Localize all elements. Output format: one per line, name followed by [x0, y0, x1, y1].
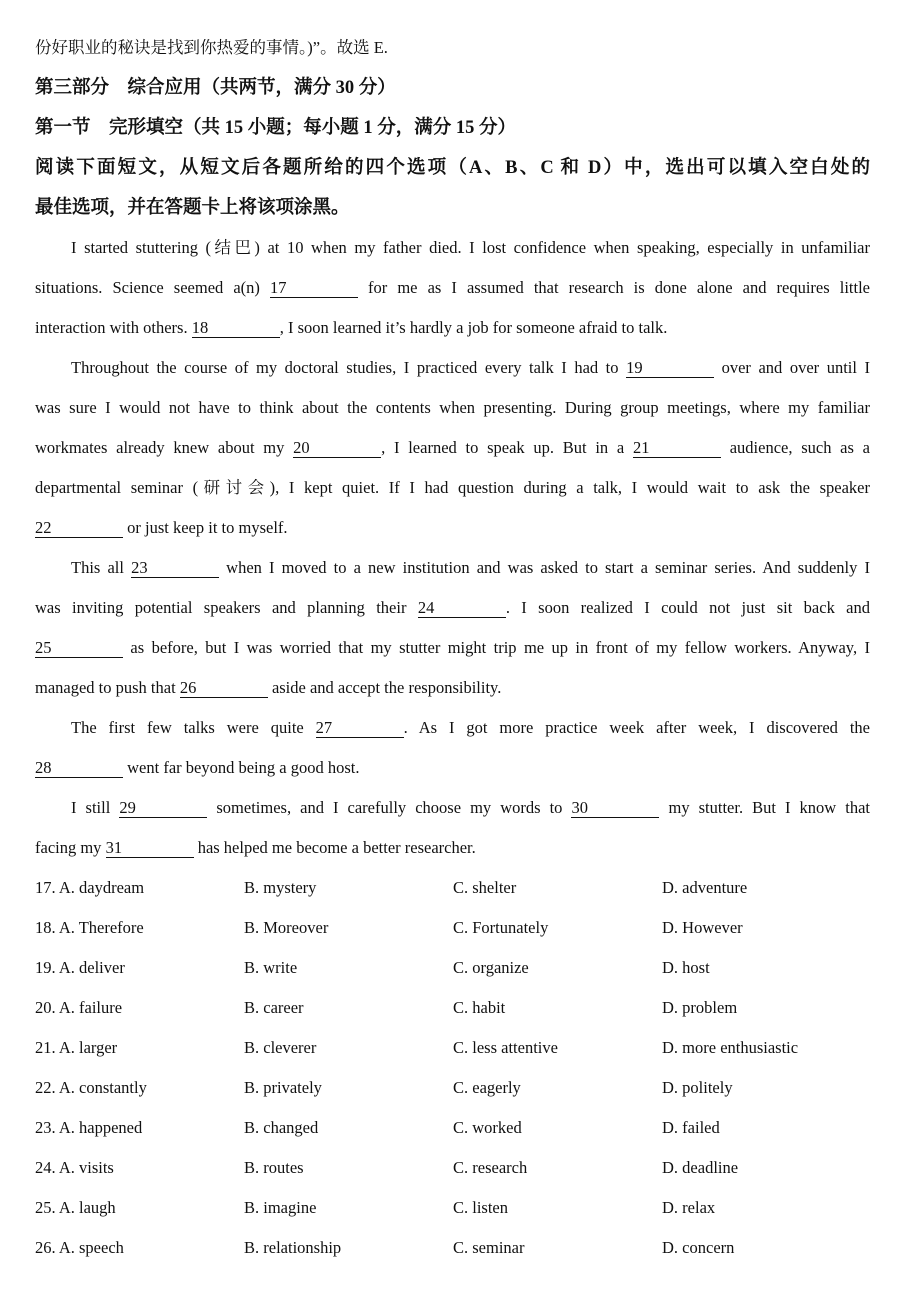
blank-31[interactable]: 31: [106, 839, 194, 858]
option-c[interactable]: C. Fortunately: [453, 918, 549, 937]
option-c[interactable]: C. organize: [453, 958, 529, 977]
option-b[interactable]: B. routes: [244, 1158, 304, 1177]
text-run: when I moved to a new institution and was asked to start a seminar series. And suddenly I: [219, 558, 870, 577]
option-b[interactable]: B. mystery: [244, 878, 317, 897]
option-a[interactable]: 22. A. constantly: [35, 1078, 147, 1097]
question-23-options: [35, 1108, 870, 1148]
text-run: , I learned to speak up. But in a: [381, 438, 633, 457]
text-run: , I soon learned it’s hardly a job for someone afraid to talk.: [279, 318, 668, 337]
option-b[interactable]: B. career: [244, 998, 304, 1017]
option-b[interactable]: B. write: [244, 958, 298, 977]
text-run: departmental seminar (研讨会), I kept quiet. If I had question during a talk, I would wait to ask the speaker: [35, 478, 870, 497]
option-c[interactable]: C. habit: [453, 998, 506, 1017]
text-run: interaction with others.: [35, 318, 192, 337]
passage: [35, 228, 870, 868]
option-d[interactable]: D. relax: [662, 1198, 716, 1217]
paragraph-3-line-1: [35, 548, 870, 588]
text-run: has helped me become a better researcher.: [193, 838, 476, 857]
option-d[interactable]: D. failed: [662, 1118, 720, 1137]
section-heading: 第一节 完形填空（共 15 小题；每小题 1 分，满分 15 分）: [35, 118, 517, 138]
blank-19[interactable]: 19: [626, 359, 714, 378]
option-c[interactable]: C. listen: [453, 1198, 509, 1217]
paragraph-1-line-1: [35, 228, 870, 268]
question-24-options: [35, 1148, 870, 1188]
blank-20[interactable]: 20: [293, 439, 381, 458]
paragraph-3-line-4: [35, 668, 870, 708]
text-run: Throughout the course of my doctoral studies, I practiced every talk I had to: [71, 358, 627, 377]
text-run: aside and accept the responsibility.: [267, 678, 502, 697]
option-b[interactable]: B. changed: [244, 1118, 319, 1137]
option-b[interactable]: B. cleverer: [244, 1038, 317, 1057]
option-a[interactable]: 23. A. happened: [35, 1118, 143, 1137]
option-a[interactable]: 26. A. speech: [35, 1238, 124, 1257]
text-run: sometimes, and I carefully choose my words to: [207, 798, 572, 817]
question-22-options: [35, 1068, 870, 1108]
paragraph-2-line-5: [35, 508, 870, 548]
paragraph-2-line-3: [35, 428, 870, 468]
paragraph-4-line-1: [35, 708, 870, 748]
option-d[interactable]: D. more enthusiastic: [662, 1038, 799, 1057]
text-run: or just keep it to myself.: [123, 518, 288, 537]
paragraph-4-line-2: [35, 748, 870, 788]
text-run: workmates already knew about my: [35, 438, 294, 457]
question-19-options: [35, 948, 870, 988]
paragraph-1-line-2: [35, 268, 870, 308]
blank-27[interactable]: 27: [316, 719, 404, 738]
options-list: [35, 868, 870, 1268]
text-run: facing my: [35, 838, 106, 857]
blank-24[interactable]: 24: [418, 599, 506, 618]
blank-22[interactable]: 22: [35, 519, 123, 538]
option-a[interactable]: 18. A. Therefore: [35, 918, 144, 937]
option-a[interactable]: 24. A. visits: [35, 1158, 114, 1177]
text-run: This all: [71, 558, 132, 577]
option-d[interactable]: D. host: [662, 958, 710, 977]
option-b[interactable]: B. imagine: [244, 1198, 317, 1217]
option-d[interactable]: D. However: [662, 918, 743, 937]
blank-23[interactable]: 23: [131, 559, 219, 578]
blank-17[interactable]: 17: [270, 279, 358, 298]
text-run: I started stuttering (结巴) at 10 when my father died. I lost confidence when speaking, especially in unfamiliar: [71, 238, 870, 257]
blank-26[interactable]: 26: [180, 679, 268, 698]
blank-21[interactable]: 21: [633, 439, 721, 458]
instruction-line-1: 阅读下面短文，从短文后各题所给的四个选项（A、B、C 和 D）中，选出可以填入空白处的: [35, 158, 870, 178]
text-run: situations. Science seemed a(n): [35, 278, 270, 297]
option-d[interactable]: D. deadline: [662, 1158, 739, 1177]
paragraph-5-line-1: [35, 788, 870, 828]
text-run: . I soon realized I could not just sit back and: [505, 598, 871, 617]
blank-18[interactable]: 18: [192, 319, 280, 338]
question-25-options: [35, 1188, 870, 1228]
paragraph-3-line-2: [35, 588, 870, 628]
paragraph-2-line-2: [35, 388, 870, 428]
option-b[interactable]: B. Moreover: [244, 918, 329, 937]
text-run: for me as I assumed that research is done alone and requires little: [357, 278, 870, 297]
option-c[interactable]: C. eagerly: [453, 1078, 521, 1097]
blank-28[interactable]: 28: [35, 759, 123, 778]
text-run: over and over until I: [714, 358, 870, 377]
option-a[interactable]: 19. A. deliver: [35, 958, 125, 977]
option-c[interactable]: C. research: [453, 1158, 528, 1177]
blank-25[interactable]: 25: [35, 639, 123, 658]
text-run: . As I got more practice week after week, I discovered the: [403, 718, 870, 737]
text-run: went far beyond being a good host.: [123, 758, 360, 777]
text-run: was sure I would not have to think about the contents when presenting. During group meetings, where my familiar: [35, 398, 870, 417]
option-d[interactable]: D. concern: [662, 1238, 735, 1257]
instruction-line-2: 最佳选项，并在答题卡上将该项涂黑。: [35, 198, 350, 218]
text-run: managed to push that: [35, 678, 180, 697]
lead-line: 份好职业的秘诀是找到你热爱的事情。)”。故选 E.: [35, 38, 388, 57]
blank-29[interactable]: 29: [119, 799, 207, 818]
blank-30[interactable]: 30: [571, 799, 659, 818]
question-18-options: [35, 908, 870, 948]
option-c[interactable]: C. less attentive: [453, 1038, 558, 1057]
text-run: as before, but I was worried that my stutter might trip me up in front of my fellow workers. Anyway, I: [123, 638, 870, 657]
option-d[interactable]: D. problem: [662, 998, 738, 1017]
text-run: The first few talks were quite: [71, 718, 316, 737]
question-17-options: [35, 868, 870, 908]
option-a[interactable]: 20. A. failure: [35, 998, 123, 1017]
option-a[interactable]: 25. A. laugh: [35, 1198, 116, 1217]
part-heading: 第三部分 综合应用（共两节，满分 30 分）: [35, 78, 396, 98]
paragraph-5-line-2: [35, 828, 870, 868]
question-20-options: [35, 988, 870, 1028]
option-b[interactable]: B. relationship: [244, 1238, 342, 1257]
option-c[interactable]: C. worked: [453, 1118, 522, 1137]
option-b[interactable]: B. privately: [244, 1078, 322, 1097]
option-d[interactable]: D. adventure: [662, 878, 748, 897]
option-d[interactable]: D. politely: [662, 1078, 733, 1097]
text-run: was inviting potential speakers and planning their: [35, 598, 418, 617]
option-c[interactable]: C. seminar: [453, 1238, 525, 1257]
option-c[interactable]: C. shelter: [453, 878, 517, 897]
paragraph-2-line-4: [35, 468, 870, 508]
question-26-options: [35, 1228, 870, 1268]
instruction: [35, 148, 870, 228]
text-run: my stutter. But I know that: [659, 798, 870, 817]
paragraph-1-line-3: [35, 308, 870, 348]
option-a[interactable]: 17. A. daydream: [35, 878, 145, 897]
option-a[interactable]: 21. A. larger: [35, 1038, 118, 1057]
paragraph-2-line-1: [35, 348, 870, 388]
text-run: audience, such as a: [720, 438, 870, 457]
paragraph-3-line-3: [35, 628, 870, 668]
question-21-options: [35, 1028, 870, 1068]
text-run: I still: [71, 798, 120, 817]
